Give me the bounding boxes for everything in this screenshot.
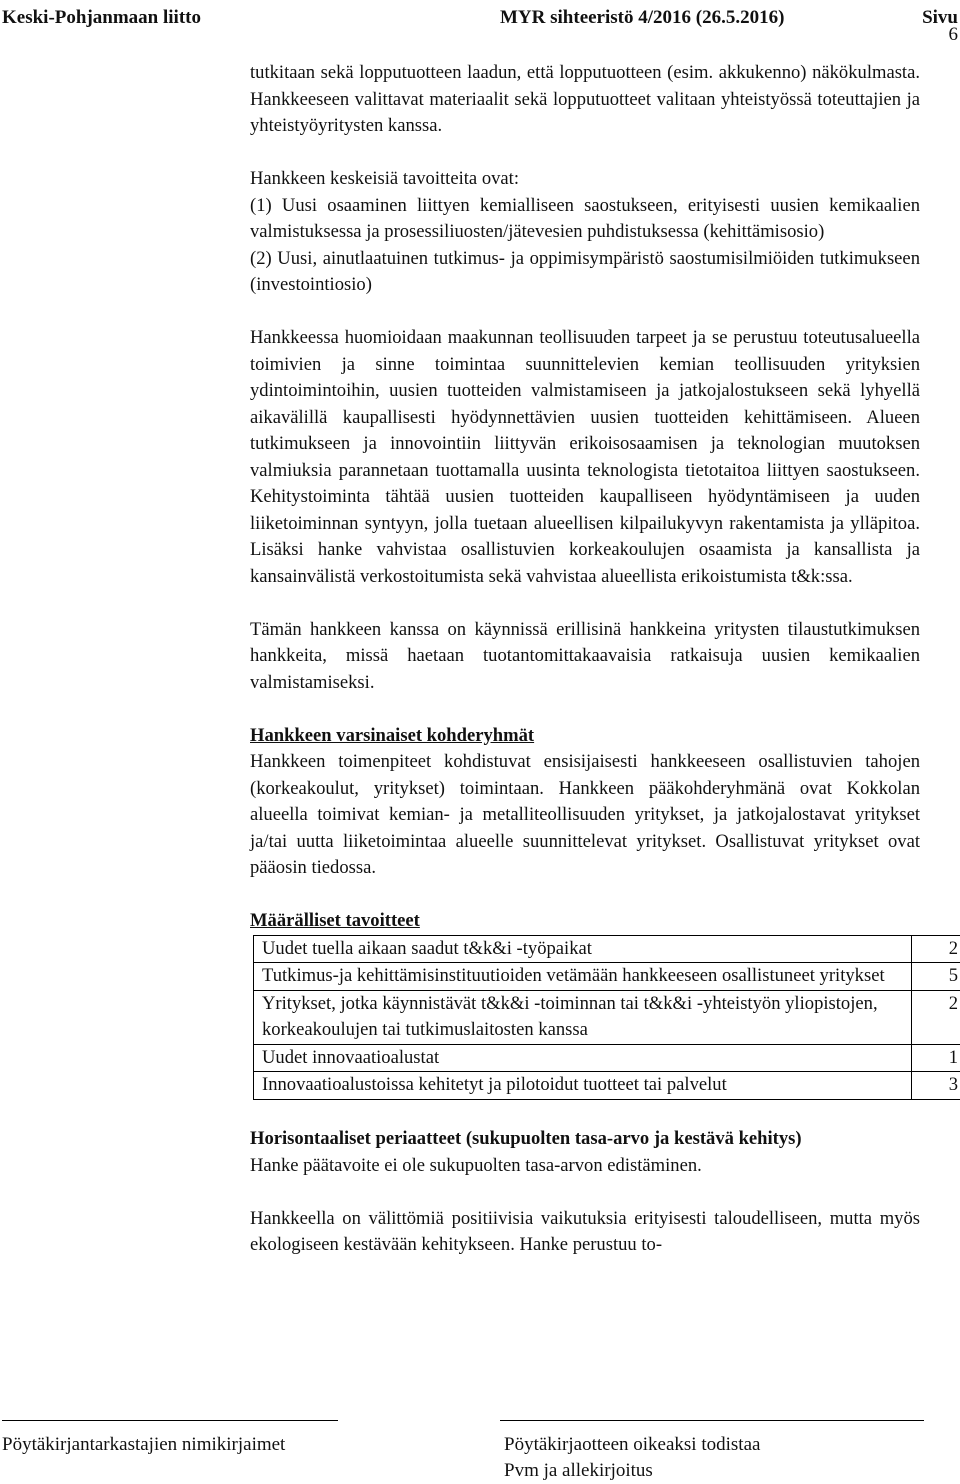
page-number: 6 bbox=[948, 24, 958, 45]
table-row bbox=[254, 963, 960, 991]
goal-1: (1) Uusi osaaminen liittyen kemialliseen saostukseen, erityisesti uusien kemikaalien valmistuksessa ja prosessiliuosten/jätevesien puhdistuksessa (kehittämisosio) bbox=[250, 194, 920, 242]
target-label: Innovaatioalustoissa kehitetyt ja pilotoidut tuotteet tai palvelut bbox=[254, 1072, 912, 1100]
table-row bbox=[254, 1072, 960, 1100]
effects-paragraph: Hankkeella on välittömiä positiivisia vaikutuksia erityisesti taloudelliseen, mutta myös ekologiseen kestävään kehitykseen. Hanke perustuu to- bbox=[250, 1207, 920, 1255]
table-row bbox=[254, 990, 960, 1044]
target-label: Uudet tuella aikaan saadut t&k&i -työpaikat bbox=[254, 935, 912, 963]
target-value: 2 bbox=[912, 990, 960, 1044]
footer-initials-label: Pöytäkirjantarkastajien nimikirjaimet bbox=[2, 1434, 286, 1455]
target-groups-heading: Hankkeen varsinaiset kohderyhmät bbox=[250, 724, 535, 746]
table-row bbox=[254, 935, 960, 963]
quantitative-targets-table bbox=[253, 935, 960, 1100]
footer-certification-label: Pöytäkirjaotteen oikeaksi todistaa bbox=[504, 1434, 761, 1455]
horizontal-heading: Horisontaaliset periaatteet (sukupuolten tasa-arvo ja kestävä kehitys) bbox=[250, 1128, 802, 1149]
intro-paragraph: tutkitaan sekä lopputuotteen laadun, että lopputuotteen (esim. akkukenno) näkökulmasta. Hankkeeseen valittavat materiaalit sekä lopputuotteet valitaan yhteistyössä toteuttajien ja yhteistyöyritysten kanssa. bbox=[250, 62, 920, 136]
quantitative-heading: Määrälliset tavoitteet bbox=[250, 910, 420, 931]
page-header bbox=[0, 0, 960, 36]
target-value: 2 bbox=[912, 935, 960, 963]
target-value: 5 bbox=[912, 963, 960, 991]
signature-line-right bbox=[500, 1420, 924, 1421]
horizontal-text: Hanke päätavoite ei ole sukupuolten tasa-arvon edistäminen. bbox=[250, 1154, 702, 1176]
goals-intro: Hankkeen keskeisiä tavoitteita ovat: bbox=[250, 168, 520, 189]
header-meeting: MYR sihteeristö 4/2016 (26.5.2016) bbox=[500, 7, 785, 28]
target-label: Yritykset, jotka käynnistävät t&k&i -toiminnan tai t&k&i -yhteistyön yliopistojen, korkeakoulujen tai tutkimuslaitosten kanssa bbox=[254, 990, 912, 1044]
related-paragraph: Tämän hankkeen kanssa on käynnissä erillisinä hankkeina yritysten tilaustutkimuksen hankkeita, missä haetaan tuotantomittakaavaisia ratkaisuja uusien kemikaalien valmistamiseksi. bbox=[250, 618, 920, 693]
goal-2: (2) Uusi, ainutlaatuinen tutkimus- ja oppimisympäristö saostumisilmiöiden tutkimukseen (investointiosio) bbox=[250, 247, 920, 295]
document-body bbox=[250, 60, 958, 1259]
target-label: Uudet innovaatioalustat bbox=[254, 1044, 912, 1072]
signature-line-left bbox=[2, 1420, 338, 1421]
table-row bbox=[254, 1044, 960, 1072]
target-value: 3 bbox=[912, 1072, 960, 1100]
target-groups-text: Hankkeen toimenpiteet kohdistuvat ensisijaisesti hankkeeseen osallistuvien tahojen (korkeakoulut, yritykset) toimintaan. Hankkeen pääkohderyhmänä ovat Kokkolan alueella toimivat kemian- ja metalliteollisuuden yritykset, ja jatkojalostavat yritykset ja/tai uutta liiketoimintaa alueelle suunnittelevat yritykset. Osallistuvat yritykset ovat pääosin tiedossa. bbox=[250, 751, 920, 878]
main-paragraph: Hankkeessa huomioidaan maakunnan teollisuuden tarpeet ja se perustuu toteutusalueella toimivien ja sinne toimintaa suunnittelevien kemian teollisuuden yrityksien ydintoimintoihin, uusien tuotteiden valmistamiseen ja jatkojalostukseen sekä lyhyellä aikavälillä kaupallisesti hyödynnettävien uusien tuotteiden kehittämiseen. Alueen tutkimukseen ja innovointiin liittyvän erikoisosaamisen ja teknologian muutoksen valmiuksia parannetaan tuottamalla uusinta teknologista tietotaitoa liittyen saostukseen. Kehitystoiminta tähtää uusien tuotteiden kaupalliseen hyödyntämiseen ja uuden liiketoiminnan syntyyn, jolla tuetaan alueellisen kilpailukyvyn rakentamista ja ylläpitoa. Lisäksi hanke vahvistaa osallistuvien korkeakoulujen osaamista ja kansallista ja kansainvälistä verkostoitumista sekä vahvistaa alueellista erikoistumista t&k:ssa. bbox=[250, 327, 920, 587]
footer-date-signature-label: Pvm ja allekirjoitus bbox=[504, 1460, 653, 1481]
header-organization: Keski-Pohjanmaan liitto bbox=[2, 7, 201, 28]
target-label: Tutkimus-ja kehittämisinstituutioiden vetämään hankkeeseen osallistuneet yritykset bbox=[254, 963, 912, 991]
target-value: 1 bbox=[912, 1044, 960, 1072]
header-page-label: Sivu bbox=[922, 7, 958, 28]
